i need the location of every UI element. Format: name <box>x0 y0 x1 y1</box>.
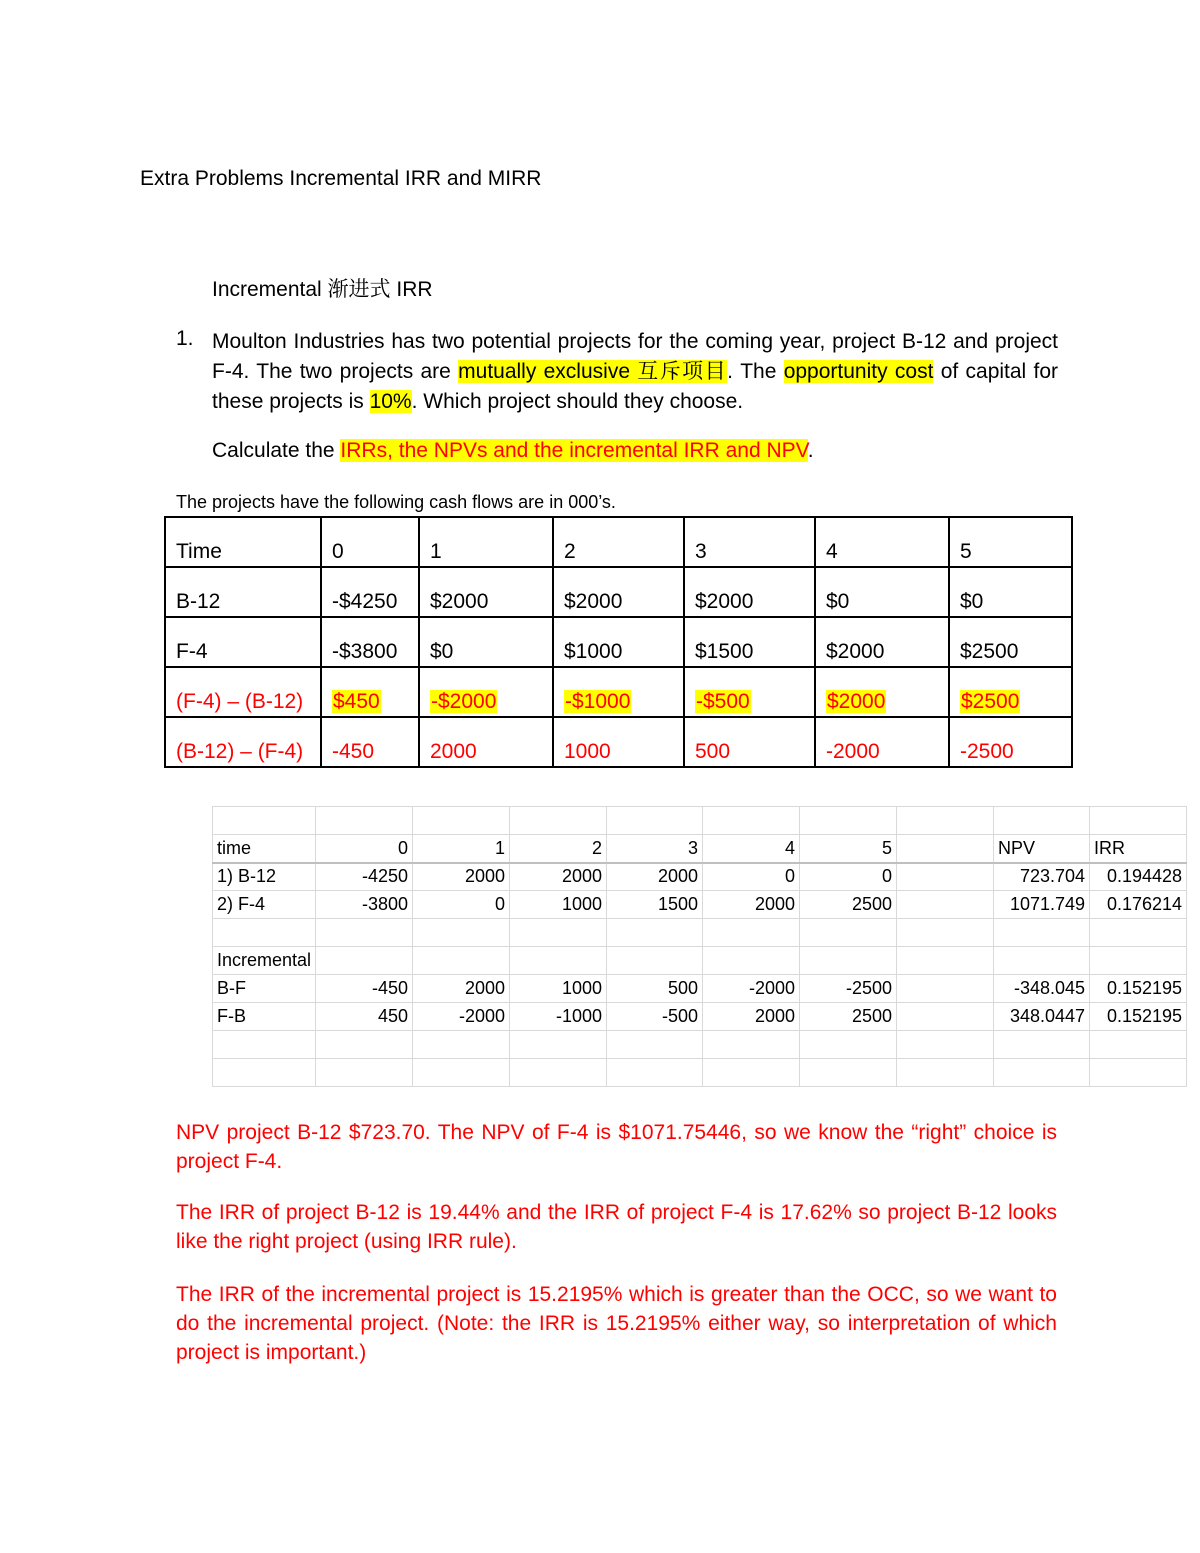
cell: 1500 <box>607 891 703 919</box>
cell <box>897 835 994 863</box>
spreadsheet-blank-row <box>213 1059 1187 1087</box>
cell: 1000 <box>553 717 684 767</box>
cell: -2000 <box>815 717 949 767</box>
cell: NPV <box>994 835 1090 863</box>
answer-npv: NPV project B-12 $723.70. The NPV of F-4 is $1071.75446, so we know the “right” choice is project F-4. <box>176 1121 1057 1173</box>
cell: 5 <box>949 517 1072 567</box>
cell: B-F <box>213 975 316 1003</box>
cell: 723.704 <box>994 863 1090 891</box>
section-heading: Incremental 渐进式 IRR <box>212 278 433 301</box>
cell <box>419 667 553 717</box>
cell: (F-4) – (B-12) <box>165 667 321 717</box>
cell: 1 <box>413 835 510 863</box>
spreadsheet-snapshot <box>212 806 1187 1087</box>
highlight-rate: 10% <box>369 390 412 413</box>
cell: 2000 <box>510 863 607 891</box>
cell: 3 <box>607 835 703 863</box>
cell: time <box>213 835 316 863</box>
highlight-mutually-exclusive: mutually exclusive 互斥项目 <box>458 360 728 383</box>
cell <box>553 667 684 717</box>
cell: $2000 <box>553 567 684 617</box>
cell: $0 <box>419 617 553 667</box>
cell: 2000 <box>413 863 510 891</box>
cell: 2000 <box>419 717 553 767</box>
cell: 3 <box>684 517 815 567</box>
cashflow-row-b12 <box>165 567 1072 617</box>
cell: 0.176214 <box>1090 891 1187 919</box>
cell: 2500 <box>800 891 897 919</box>
cell: -450 <box>321 717 419 767</box>
highlighted-value: $2500 <box>961 690 1020 713</box>
cell: 2) F-4 <box>213 891 316 919</box>
cell: -500 <box>607 1003 703 1031</box>
cell: $0 <box>949 567 1072 617</box>
table-caption: The projects have the following cash flows are in 000’s. <box>176 492 616 512</box>
cell: 1 <box>419 517 553 567</box>
cell <box>994 947 1090 975</box>
highlighted-value: -$1000 <box>565 690 631 713</box>
cell: $1000 <box>553 617 684 667</box>
cell: IRR <box>1090 835 1187 863</box>
cell <box>413 919 510 947</box>
cell: -2500 <box>949 717 1072 767</box>
cell: $1500 <box>684 617 815 667</box>
cell: 1) B-12 <box>213 863 316 891</box>
cell: 0 <box>703 863 800 891</box>
cell <box>994 919 1090 947</box>
cashflow-header-row <box>165 517 1072 567</box>
spreadsheet-row <box>213 947 1187 975</box>
cell: 2 <box>553 517 684 567</box>
cell: 2000 <box>703 891 800 919</box>
cell <box>897 975 994 1003</box>
cell <box>703 947 800 975</box>
highlight-opportunity-cost: opportunity cost <box>783 360 934 383</box>
calculate-instruction: Calculate the IRRs, the NPVs and the incremental IRR and NPV. <box>212 439 814 462</box>
cell <box>316 919 413 947</box>
cell <box>1090 947 1187 975</box>
cell: $0 <box>815 567 949 617</box>
cell: 348.0447 <box>994 1003 1090 1031</box>
cell <box>510 919 607 947</box>
spreadsheet-blank-row <box>213 807 1187 835</box>
cell <box>897 947 994 975</box>
cell: -3800 <box>316 891 413 919</box>
cell: 500 <box>684 717 815 767</box>
calc-highlight: IRRs, the NPVs and the incremental IRR and NPV <box>340 439 808 462</box>
question-number: 1. <box>176 327 194 350</box>
cell <box>607 947 703 975</box>
highlighted-value: -$500 <box>696 690 750 713</box>
cell <box>897 919 994 947</box>
cell: -2000 <box>413 1003 510 1031</box>
cell <box>800 919 897 947</box>
spreadsheet-row <box>213 891 1187 919</box>
answer-irr: The IRR of project B-12 is 19.44% and the IRR of project F-4 is 17.62% so project B-12 looks like the right project (using IRR rule). <box>176 1201 1057 1253</box>
cell <box>607 919 703 947</box>
document-title: Extra Problems Incremental IRR and MIRR <box>140 167 542 190</box>
spreadsheet-row <box>213 919 1187 947</box>
cell <box>1090 919 1187 947</box>
cell: B-12 <box>165 567 321 617</box>
cell <box>703 919 800 947</box>
cell: 500 <box>607 975 703 1003</box>
highlighted-value: -$2000 <box>431 690 497 713</box>
cell <box>815 667 949 717</box>
highlighted-value: $2000 <box>827 690 886 713</box>
cell: 2000 <box>413 975 510 1003</box>
cell: 5 <box>800 835 897 863</box>
cell <box>800 947 897 975</box>
cell <box>897 863 994 891</box>
cell: -2000 <box>703 975 800 1003</box>
cell: 0 <box>316 835 413 863</box>
cell: 1071.749 <box>994 891 1090 919</box>
cell: F-4 <box>165 617 321 667</box>
cell: 0 <box>413 891 510 919</box>
cell: (B-12) – (F-4) <box>165 717 321 767</box>
cell: -4250 <box>316 863 413 891</box>
cell: -$4250 <box>321 567 419 617</box>
cell: 0.152195 <box>1090 1003 1187 1031</box>
cell: -450 <box>316 975 413 1003</box>
cell: -1000 <box>510 1003 607 1031</box>
cell: $2000 <box>684 567 815 617</box>
highlighted-value: $450 <box>333 690 380 713</box>
cell: 0 <box>800 863 897 891</box>
cell: Incremental <box>213 947 316 975</box>
question-text: Moulton Industries has two potential projects for the coming year, project B-12 and project F-4. The two projects are mutually exclusive 互斥项目. The opportunity cost of capital for these projects is 10%. Which project should they choose. <box>212 330 1059 413</box>
cell: 2000 <box>703 1003 800 1031</box>
cell <box>897 891 994 919</box>
cell: -$3800 <box>321 617 419 667</box>
cell <box>213 919 316 947</box>
cashflow-row-b12-minus-f4 <box>165 717 1072 767</box>
cell: 0.152195 <box>1090 975 1187 1003</box>
cashflow-row-f4-minus-b12 <box>165 667 1072 717</box>
cell <box>316 947 413 975</box>
cell: -2500 <box>800 975 897 1003</box>
cell <box>949 667 1072 717</box>
cell <box>510 947 607 975</box>
cell: 2000 <box>607 863 703 891</box>
cell: 0.194428 <box>1090 863 1187 891</box>
cell: 450 <box>316 1003 413 1031</box>
spreadsheet-header-row <box>213 835 1187 863</box>
spreadsheet-row <box>213 1003 1187 1031</box>
cell: 0 <box>321 517 419 567</box>
cell: $2000 <box>419 567 553 617</box>
cell: $2000 <box>815 617 949 667</box>
cashflow-row-f4 <box>165 617 1072 667</box>
cashflow-table <box>164 516 1073 768</box>
cell <box>321 667 419 717</box>
cell: 2500 <box>800 1003 897 1031</box>
cell: -348.045 <box>994 975 1090 1003</box>
cell: $2500 <box>949 617 1072 667</box>
cell: Time <box>165 517 321 567</box>
cell <box>897 1003 994 1031</box>
cell: 2 <box>510 835 607 863</box>
cell: 4 <box>703 835 800 863</box>
spreadsheet-row <box>213 863 1187 891</box>
cell: 1000 <box>510 891 607 919</box>
answer-incremental: The IRR of the incremental project is 15.2195% which is greater than the OCC, so we want to do the incremental project. (Note: the IRR is 15.2195% either way, so interpretation of which project is important.) <box>176 1283 1057 1364</box>
spreadsheet-blank-row <box>213 1031 1187 1059</box>
cell: 4 <box>815 517 949 567</box>
cell <box>684 667 815 717</box>
cell: 1000 <box>510 975 607 1003</box>
cell: F-B <box>213 1003 316 1031</box>
spreadsheet-row <box>213 975 1187 1003</box>
cell <box>413 947 510 975</box>
